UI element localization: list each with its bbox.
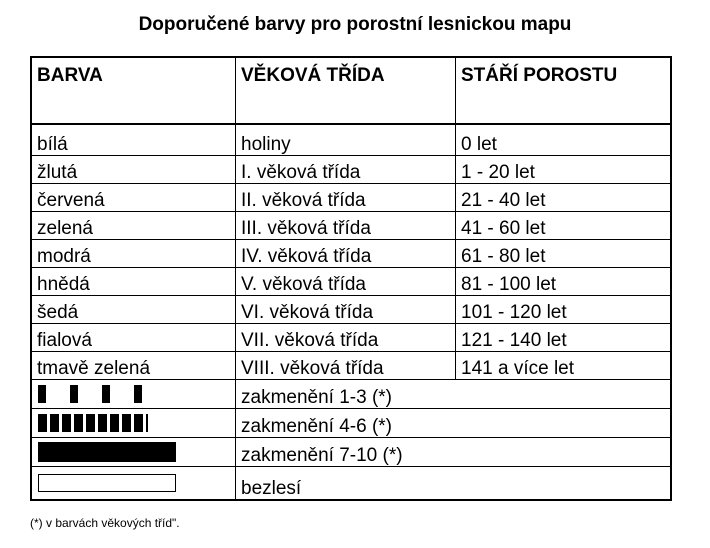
symbol-label: bezlesí [236,467,672,501]
age-class-cell: VI. věková třída [236,296,456,324]
table-row [31,240,671,268]
symbol-cell [31,467,236,501]
page-title: Doporučené barvy pro porostní lesnickou mapu [138,14,572,35]
stand-age-cell: 0 let [456,124,672,156]
symbol-row [31,409,671,438]
symbol-cell [31,438,236,467]
age-class-cell: II. věková třída [236,184,456,212]
stand-age-cell: 41 - 60 let [456,212,672,240]
header-color: BARVA [31,57,236,124]
symbol-label: zakmenění 7-10 (*) [236,438,672,467]
color-cell: fialová [31,324,236,352]
symbol-cell [31,380,236,409]
symbol-label: zakmenění 1-3 (*) [236,380,672,409]
color-cell: hnědá [31,268,236,296]
table-row [31,268,671,296]
age-class-cell: IV. věková třída [236,240,456,268]
age-class-cell: holiny [236,124,456,156]
stand-age-cell: 21 - 40 let [456,184,672,212]
stand-age-cell: 141 a více let [456,352,672,380]
age-class-cell: I. věková třída [236,156,456,184]
color-cell: žlutá [31,156,236,184]
table-row [31,156,671,184]
color-cell: červená [31,184,236,212]
sparse-blocks-pattern [38,384,235,404]
solid-fill-pattern [38,442,235,462]
stand-age-cell: 81 - 100 let [456,268,672,296]
color-legend-table [30,56,672,501]
age-class-cell: V. věková třída [236,268,456,296]
symbol-row [31,380,671,409]
stand-age-cell: 101 - 120 let [456,296,672,324]
symbol-label: zakmenění 4-6 (*) [236,409,672,438]
color-cell: tmavě zelená [31,352,236,380]
dense-blocks-pattern [38,413,235,433]
age-class-cell: VIII. věková třída [236,352,456,380]
stand-age-cell: 61 - 80 let [456,240,672,268]
table-row [31,352,671,380]
table-row [31,184,671,212]
table-row [31,324,671,352]
table-row [31,296,671,324]
header-row [31,57,671,124]
color-cell: šedá [31,296,236,324]
age-class-cell: III. věková třída [236,212,456,240]
table-row [31,124,671,156]
color-cell: modrá [31,240,236,268]
empty-box-pattern [38,473,235,493]
footnote: (*) v barvách věkových tříd". [30,516,180,530]
stand-age-cell: 1 - 20 let [456,156,672,184]
stand-age-cell: 121 - 140 let [456,324,672,352]
symbol-cell [31,409,236,438]
header-age-class: VĚKOVÁ TŘÍDA [236,57,456,124]
color-cell: zelená [31,212,236,240]
symbol-row [31,438,671,467]
color-cell: bílá [31,124,236,156]
symbol-row [31,467,671,501]
header-stand-age: STÁŘÍ POROSTU [456,57,672,124]
age-class-cell: VII. věková třída [236,324,456,352]
table-row [31,212,671,240]
